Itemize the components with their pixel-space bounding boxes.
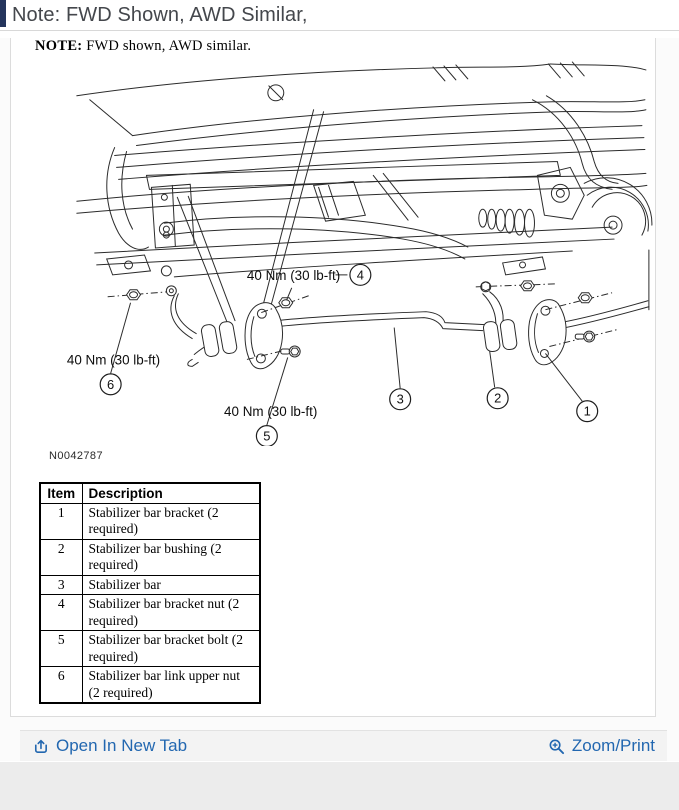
article-content [10, 38, 656, 717]
open-in-new-tab-label: Open In New Tab [56, 736, 188, 756]
callout-2 [487, 388, 508, 409]
page-background-strip [0, 762, 679, 810]
svg-text:1: 1 [583, 403, 591, 419]
link-upper-nut-right [521, 281, 535, 291]
description-cell: Stabilizer bar bracket nut (2 required) [82, 595, 260, 631]
bracket-nut-left [279, 298, 293, 308]
item-cell: 3 [40, 575, 82, 594]
page-title: Note: FWD Shown, AWD Similar, [12, 3, 308, 26]
zoom-print-label: Zoom/Print [571, 736, 655, 756]
callout-leaders [111, 275, 583, 425]
callout-4 [350, 264, 371, 285]
table-row [40, 575, 260, 594]
column-header-description: Description [82, 483, 260, 504]
accent-bar [0, 0, 6, 27]
item-cell: 4 [40, 595, 82, 631]
open-in-new-tab-icon [32, 738, 49, 755]
callout-5 [256, 426, 277, 446]
table-header-row [40, 483, 260, 504]
table-row [40, 539, 260, 575]
svg-text:2: 2 [494, 390, 502, 406]
item-cell: 1 [40, 504, 82, 540]
item-cell: 2 [40, 539, 82, 575]
description-cell: Stabilizer bar bracket bolt (2 required) [82, 631, 260, 667]
underbody-lineart [77, 62, 652, 325]
stabilizer-bar-diagram [15, 56, 655, 446]
window-header [0, 0, 679, 31]
column-header-item: Item [40, 483, 82, 504]
table-row [40, 504, 260, 540]
stabilizer-link-left [108, 286, 197, 339]
callout-1 [577, 401, 598, 422]
svg-text:4: 4 [356, 267, 364, 283]
table-row [40, 631, 260, 667]
svg-text:3: 3 [396, 391, 404, 407]
torque-label-5: 40 Nm (30 lb-ft) [224, 404, 318, 420]
callout-6 [100, 374, 121, 395]
item-cell: 6 [40, 667, 82, 703]
svg-text:6: 6 [107, 376, 115, 392]
zoom-print-link[interactable] [548, 736, 655, 756]
bracket-nut-right [578, 293, 592, 303]
table-row [40, 667, 260, 703]
link-upper-nut-left [127, 290, 141, 300]
note-line [35, 38, 655, 55]
footer-bar [20, 730, 667, 761]
item-cell: 5 [40, 631, 82, 667]
torque-label-4: 40 Nm (30 lb-ft) [246, 267, 341, 283]
parts-table [39, 482, 261, 704]
note-text: FWD shown, AWD similar. [86, 38, 252, 54]
torque-label-6: 40 Nm (30 lb-ft) [66, 352, 161, 368]
bracket-bolt-right [575, 331, 594, 342]
figure-id: N0042787 [49, 450, 103, 462]
svg-text:5: 5 [263, 428, 271, 444]
table-row [40, 595, 260, 631]
zoom-print-icon [548, 738, 565, 755]
note-label: NOTE: [35, 38, 83, 54]
description-cell: Stabilizer bar [82, 575, 260, 594]
open-in-new-tab-link[interactable] [32, 736, 187, 756]
bushing-right [483, 319, 518, 352]
description-cell: Stabilizer bar link upper nut (2 required) [82, 667, 260, 703]
bushing-left [201, 321, 238, 358]
bracket-bolt-left [281, 346, 300, 357]
description-cell: Stabilizer bar bracket (2 required) [82, 504, 260, 540]
callout-3 [390, 389, 411, 410]
description-cell: Stabilizer bar bushing (2 required) [82, 539, 260, 575]
main-area [0, 38, 679, 761]
